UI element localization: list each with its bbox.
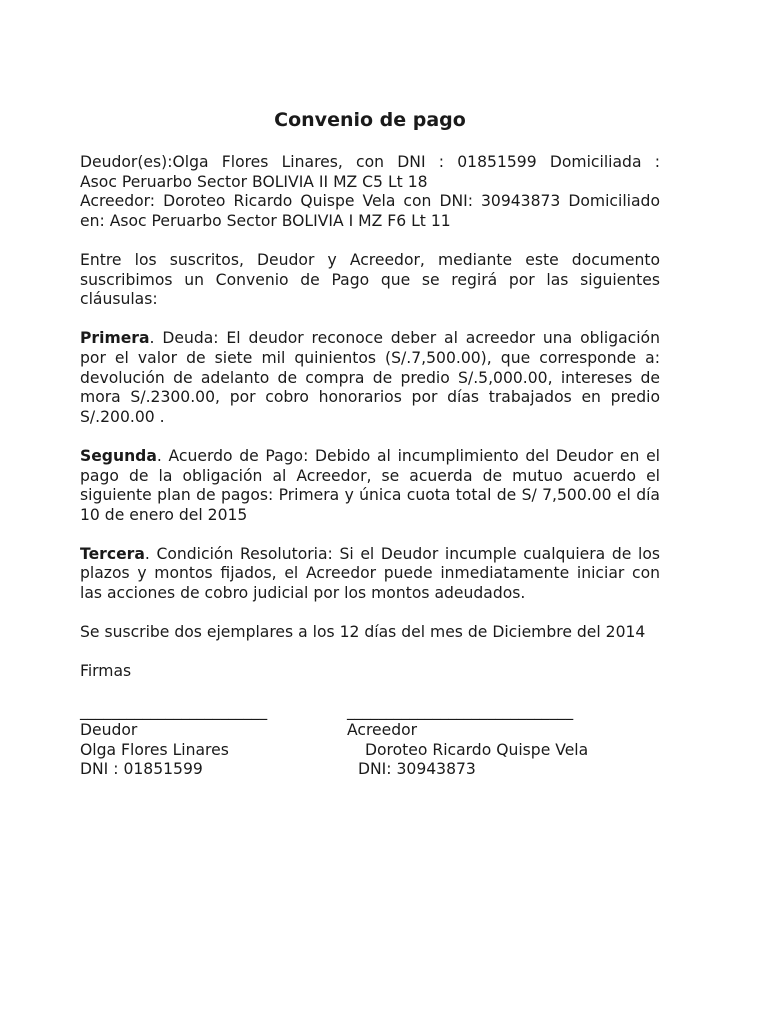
clause-text: . Acuerdo de Pago: Debido al incumplimiento del Deudor en el pago de la obligación al Acreedor, se acuerda de mutuo acuerdo el siguiente plan de pagos: Primera y única cuota total de S/ 7,500.00 el día 10 de enero del 2015 bbox=[80, 446, 660, 524]
deudor-line-1: Deudor(es):Olga Flores Linares, con DNI : 01851599 Domiciliada : bbox=[80, 153, 660, 171]
closing-paragraph: Se suscribe dos ejemplares a los 12 días del mes de Diciembre del 2014 bbox=[80, 623, 646, 642]
clause-heading: Tercera bbox=[80, 544, 145, 563]
signature-line: _____________________________ bbox=[347, 701, 574, 720]
clause-heading: Primera bbox=[80, 329, 150, 348]
signature-role: Acreedor bbox=[347, 721, 418, 740]
acreedor-line-2: en: Asoc Peruarbo Sector BOLIVIA I MZ F6 Lt 11 bbox=[80, 211, 451, 230]
firmas-label: Firmas bbox=[80, 662, 132, 681]
acreedor-line-1: Acreedor: Doroteo Ricardo Quispe Vela con DNI: 30943873 Domiciliado bbox=[80, 192, 660, 211]
signature-role: Deudor bbox=[80, 721, 138, 740]
signature-area bbox=[80, 702, 660, 782]
signature-deudor bbox=[80, 702, 267, 780]
signature-name: Doroteo Ricardo Quispe Vela bbox=[365, 740, 589, 759]
document-title: Convenio de pago bbox=[274, 109, 466, 131]
signature-dni: DNI : 01851599 bbox=[80, 760, 203, 779]
parties-block bbox=[80, 153, 660, 231]
intro-paragraph: Entre los suscritos, Deudor y Acreedor, mediante este documento suscribimos un Convenio de Pago que se regirá por las siguientes cláusulas: bbox=[80, 250, 660, 309]
signature-line: ________________________ bbox=[80, 701, 268, 720]
deudor-line-2: Asoc Peruarbo Sector BOLIVIA II MZ C5 Lt 18 bbox=[80, 172, 428, 191]
document-page bbox=[80, 108, 660, 782]
clause-segunda bbox=[80, 447, 660, 525]
clause-text: . Condición Resolutoria: Si el Deudor incumple cualquiera de los plazos y montos fijados, el Acreedor puede inmediatamente iniciar con las acciones de cobro judicial por los montos adeudados. bbox=[80, 544, 660, 603]
signature-name: Olga Flores Linares bbox=[80, 740, 229, 759]
signature-acreedor bbox=[347, 702, 588, 780]
clause-primera bbox=[80, 329, 660, 427]
clause-heading: Segunda bbox=[80, 446, 157, 465]
clause-tercera bbox=[80, 545, 660, 604]
signature-dni: DNI: 30943873 bbox=[358, 760, 476, 779]
clause-text: . Deuda: El deudor reconoce deber al acreedor una obligación por el valor de siete mil quinientos (S/.7,500.00), que corresponde a: devolución de adelanto de compra de predio S/.5,000.00, intereses de mora S/.2300.00, por cobro honorarios por días trabajados en predio S/.200.00 . bbox=[80, 329, 660, 426]
